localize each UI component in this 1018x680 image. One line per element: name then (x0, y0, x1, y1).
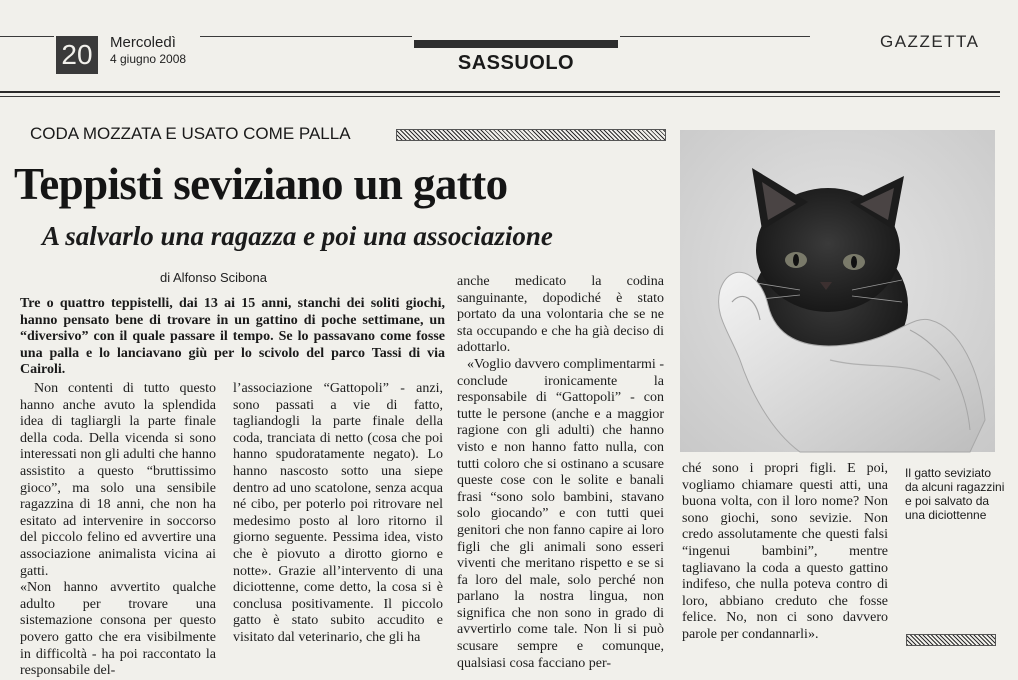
article-column-3 (457, 274, 664, 672)
column-paragraph: anche medicato la codina sanguinante, dopodiché è stato portato da una volontaria che se ne sta occupando e che ha già deciso di adottarlo. (457, 274, 664, 356)
kicker-hatch-decoration (396, 129, 666, 141)
masthead: GAZZETTA (880, 32, 980, 51)
article-column-2 (233, 381, 443, 647)
kitten-photo-illustration (680, 130, 995, 452)
section-name: SASSUOLO (457, 52, 575, 74)
header-bottom-rule-thin (0, 96, 1000, 97)
article-kicker: CODA MOZZATA E USATO COME PALLA (30, 124, 351, 143)
column-paragraph: «Non hanno avvertito qualche adulto per trovare una sistemazione consona per questo povero gatto che era visibilmente in difficoltà - ha poi raccontato la responsabile del- (20, 580, 216, 679)
article-column-4 (682, 461, 888, 644)
article-lead: Tre o quattro teppistelli, dai 13 ai 15 anni, stanchi dei soliti giochi, hanno pensato bene di trovare in un gattino di poche settimane, un “diversivo” con il quale passare il tempo. Se lo passavano come fosse una palla e lo lanciavano giù per lo scivolo del parco Tassi di via Cairoli. (20, 296, 445, 378)
header-top-rule-right (620, 36, 810, 37)
header-bottom-rule (0, 91, 1000, 93)
kitten-left-pupil (793, 254, 799, 266)
column-paragraph: «Voglio davvero complimentarmi - conclude ironicamente la responsabile di “Gattopoli” - con tutte le persone (anche e a maggior ragione con gli adulti) che hanno visto e non hanno fatto nulla, con tutti coloro che si ostinano a scusare queste cose con le solite e banali frasi “sono solo bambini, stavano solo giocando” e con tutti quei genitori che non fanno capire ai loro figli che gli animali sono esseri viventi che meritano rispetto e se si fa loro del male, solo perché non parlano la nostra lingua, non significa che non sono in grado di avvertirlo come tale. Non li si può scusare sempre e comunque, qualsiasi cosa facciano per- (457, 356, 664, 671)
article-byline: di Alfonso Scibona (160, 270, 267, 285)
article-column-1 (20, 381, 216, 680)
section-bar (414, 40, 618, 48)
kitten-right-pupil (851, 256, 857, 268)
article-headline: Teppisti seviziano un gatto (14, 159, 508, 209)
weekday: Mercoledì (110, 34, 176, 51)
kitten-photo (680, 130, 995, 452)
photo-caption: Il gatto seviziato da alcuni ragazzini e poi salvato da una diciottenne (905, 466, 1005, 522)
header-top-rule-mid (200, 36, 412, 37)
publication-date: 4 giugno 2008 (110, 52, 187, 66)
column-paragraph: l’associazione “Gattopoli” - anzi, sono passati a vie di fatto, tagliandogli la parte finale della coda, tranciata di netto (cosa che poi hanno spudoratamente negato). Lo hanno nascosto sotto una siepe dentro ad uno scatolone, senza acqua né cibo, per poterlo poi ritrovare nel medesimo posto al loro ritorno il giorno seguente. Pessima idea, visto che è piovuto a dirotto giorno e notte». Grazie all’intervento di una diciottenne, come detto, la cosa si è conclusa positivamente. Il piccolo gatto è stato subito accudito e visitato dal veterinario, che gli ha (233, 381, 443, 645)
page-number: 20 (56, 36, 98, 74)
header-top-rule (0, 36, 54, 37)
column-paragraph: ché sono i propri figli. E poi, vogliamo chiamare questi atti, una buona volta, con il loro nome? Non sono giochi, sono sevizie. Non credo assolutamente che questi falsi “ingenui bambini”, mentre tagliavano la coda a questo gattino indifeso, che nulla poteva contro di loro, abbiano creduto che fosse felice. No, non ci sono davvero parole per condannarli». (682, 461, 888, 642)
caption-hatch-decoration (906, 634, 996, 646)
article-subheadline: A salvarlo una ragazza e poi una associazione (42, 221, 553, 251)
column-paragraph: Non contenti di tutto questo hanno anche avuto la splendida idea di tagliargli la parte finale della coda. Della vicenda si sono interessati non gli adulti che hanno assistito a questo “bruttissimo gioco”, ma solo una sensibile ragazzina di 18 anni, che non ha esitato ad intervenire in soccorso del piccolo felino ed avvertire una associazione animalista vicina ai gatti. (20, 381, 216, 579)
